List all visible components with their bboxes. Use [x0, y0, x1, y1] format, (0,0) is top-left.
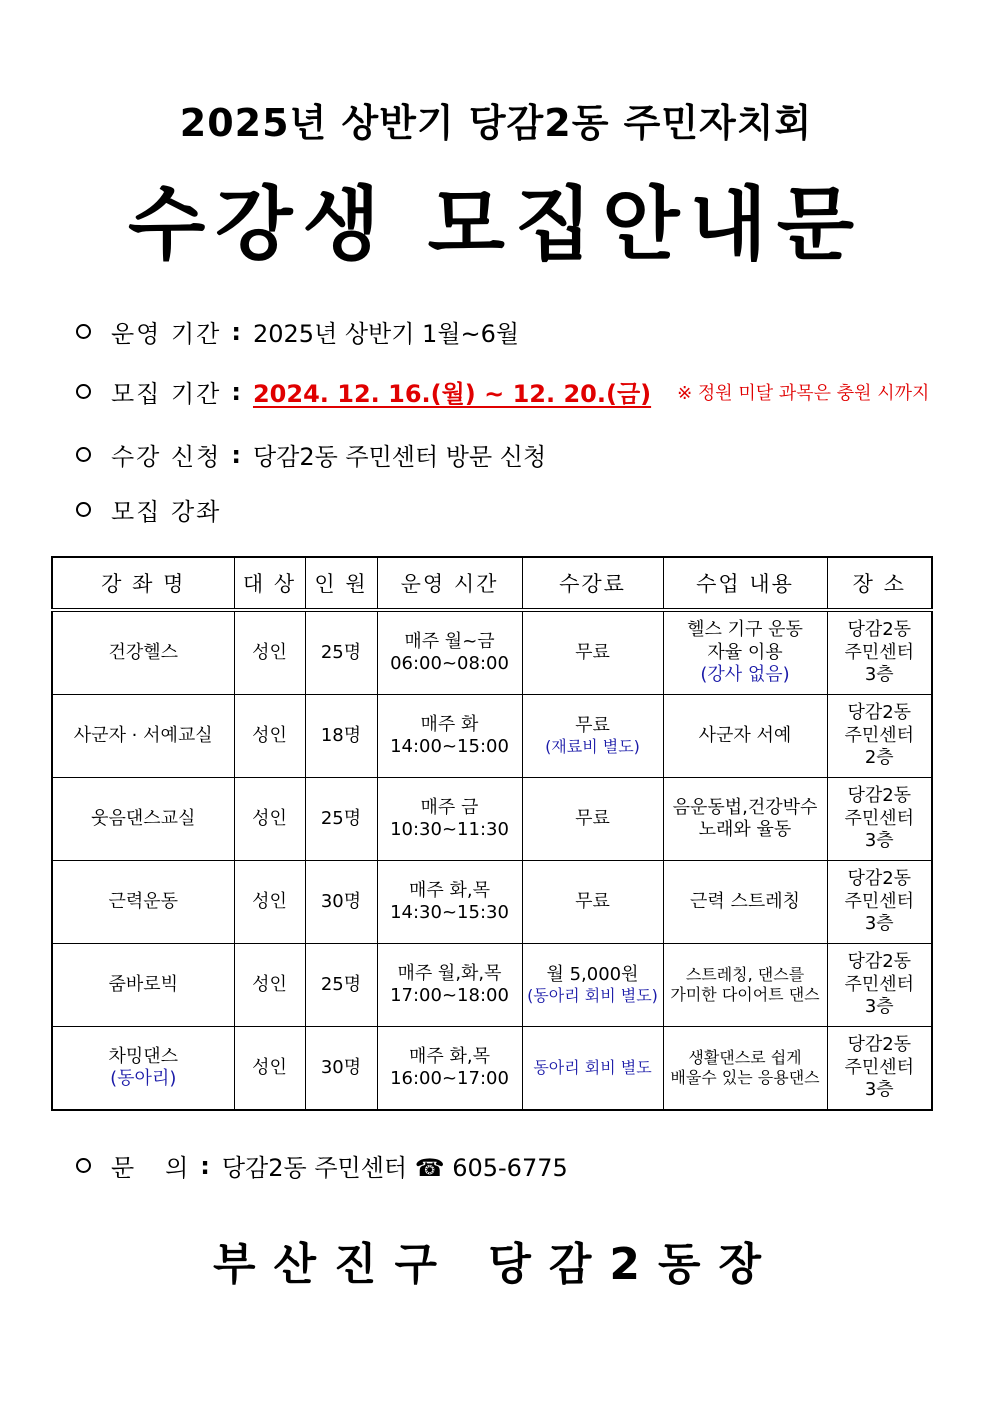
info-label: 모집 기간: [111, 380, 222, 408]
course-name-text: 사군자 · 서예교실: [73, 724, 213, 746]
header-name: 강 좌 명: [52, 557, 234, 610]
course-name-text: 웃음댄스교실: [91, 807, 196, 829]
info-value: 당감2동 주민센터 방문 신청: [252, 443, 547, 471]
header-time: 운영 시간: [377, 557, 522, 610]
contact-info: [76, 1148, 568, 1183]
page-subtitle: 2025년 상반기 당감2동 주민자치회: [179, 101, 813, 145]
place-line: 3층: [864, 830, 894, 852]
content-line: 근력 스트레칭: [689, 890, 801, 912]
content-note: (강사 없음): [700, 664, 790, 686]
place-line: 2층: [864, 747, 894, 769]
circle-bullet-icon: [76, 384, 91, 399]
place-line: 주민센터: [844, 890, 915, 912]
course-count: 25명: [305, 610, 377, 695]
course-count: 25명: [305, 778, 377, 861]
course-name-text: 줌바로빅: [108, 973, 179, 995]
recruit-note: ※ 정원 미달 과목은 충원 시까지: [677, 382, 930, 404]
circle-bullet-icon: [76, 1158, 91, 1173]
fee-main: 무료: [575, 890, 610, 912]
course-target: 성인: [234, 778, 305, 861]
colon: :: [231, 377, 241, 406]
course-content: [663, 695, 827, 778]
page-title: 수강생 모집안내문: [127, 178, 865, 271]
course-content: [663, 944, 827, 1027]
course-table: [51, 556, 933, 1111]
time-days: 매주 화,목: [409, 879, 490, 901]
place-line: 주민센터: [844, 641, 915, 663]
place-line: 당감2동: [847, 1034, 912, 1056]
info-apply: [76, 437, 546, 472]
course-content: [663, 861, 827, 944]
course-content: [663, 610, 827, 695]
place-line: 3층: [864, 664, 894, 686]
fee-main: 무료: [575, 641, 610, 663]
course-name-text: 건강헬스: [108, 641, 179, 663]
time-days: 매주 월,화,목: [397, 962, 502, 984]
time-days: 매주 금: [420, 796, 479, 818]
course-name-sub: (동아리): [110, 1068, 177, 1089]
place-line: 3층: [864, 913, 894, 935]
content-line: 사군자 서예: [698, 724, 792, 746]
place-line: 당감2동: [847, 868, 912, 890]
header-fee: 수강료: [522, 557, 663, 610]
content-line: 스트레칭, 댄스를: [685, 965, 805, 984]
course-time: [377, 778, 522, 861]
course-fee: [522, 1027, 663, 1111]
circle-bullet-icon: [76, 447, 91, 462]
course-count: 18명: [305, 695, 377, 778]
time-days: 매주 화,목: [409, 1045, 490, 1067]
place-line: 3층: [864, 996, 894, 1018]
table-row: [52, 944, 932, 1027]
info-label: 수강 신청: [111, 443, 222, 471]
course-target: 성인: [234, 944, 305, 1027]
course-target: 성인: [234, 610, 305, 695]
course-target: 성인: [234, 861, 305, 944]
info-label: 모집 강좌: [111, 498, 222, 526]
place-line: 당감2동: [847, 951, 912, 973]
course-name-text: 근력운동: [108, 890, 179, 912]
table-row: [52, 610, 932, 695]
fee-note: 동아리 회비 별도: [533, 1058, 652, 1077]
content-line: 헬스 기구 운동: [687, 619, 803, 641]
info-courses: [76, 492, 231, 527]
info-label: 운영 기간: [111, 320, 222, 348]
course-name-text: 차밍댄스: [108, 1045, 179, 1067]
header-count: 인 원: [305, 557, 377, 610]
content-line: 배울수 있는 응용댄스: [670, 1068, 820, 1087]
course-target: 성인: [234, 695, 305, 778]
table-row: [52, 695, 932, 778]
course-time: [377, 610, 522, 695]
info-value: 2025년 상반기 1월~6월: [252, 320, 520, 348]
place-line: 당감2동: [847, 785, 912, 807]
place-line: 주민센터: [844, 1056, 915, 1078]
colon: :: [231, 440, 241, 469]
course-target: 성인: [234, 1027, 305, 1111]
colon: :: [200, 1151, 210, 1180]
course-time: [377, 861, 522, 944]
table-row: [52, 861, 932, 944]
course-fee: [522, 610, 663, 695]
fee-main: 무료: [575, 807, 610, 829]
course-name: [52, 695, 234, 778]
fee-note: (재료비 별도): [545, 737, 640, 757]
course-name: [52, 861, 234, 944]
header-place: 장 소: [827, 557, 932, 610]
content-line: 생활댄스로 쉽게: [688, 1048, 802, 1067]
course-place: [827, 610, 932, 695]
course-count: 25명: [305, 944, 377, 1027]
course-count: 30명: [305, 861, 377, 944]
course-time: [377, 695, 522, 778]
place-line: 주민센터: [844, 724, 915, 746]
circle-bullet-icon: [76, 502, 91, 517]
course-name: [52, 944, 234, 1027]
header-target: 대 상: [234, 557, 305, 610]
content-line: 노래와 율동: [698, 819, 792, 840]
table-row: [52, 778, 932, 861]
content-line: 자율 이용: [707, 641, 783, 663]
colon: :: [231, 317, 241, 346]
recruit-dates: 2024. 12. 16.(월) ~ 12. 20.(금): [252, 380, 652, 408]
course-fee: [522, 695, 663, 778]
fee-main: 무료: [575, 714, 610, 736]
course-place: [827, 1027, 932, 1111]
header-content: 수업 내용: [663, 557, 827, 610]
table-row: [52, 1027, 932, 1111]
content-line: 가미한 다이어트 댄스: [670, 985, 820, 1004]
info-recruit: [76, 374, 929, 409]
contact-label: 문 의: [111, 1154, 191, 1182]
circle-bullet-icon: [76, 324, 91, 339]
course-name: [52, 610, 234, 695]
time-hours: 16:00~17:00: [390, 1068, 509, 1089]
contact-value: 당감2동 주민센터 ☎ 605-6775: [221, 1154, 568, 1182]
time-hours: 14:30~15:30: [390, 902, 509, 923]
course-content: [663, 1027, 827, 1111]
time-hours: 06:00~08:00: [390, 653, 509, 674]
course-time: [377, 944, 522, 1027]
time-days: 매주 화: [420, 713, 479, 735]
time-hours: 14:00~15:00: [390, 736, 509, 757]
course-place: [827, 861, 932, 944]
info-period: [76, 314, 519, 349]
place-line: 3층: [864, 1079, 894, 1101]
issuer-signature: 부산진구 당감2동장: [213, 1239, 779, 1290]
time-hours: 10:30~11:30: [390, 819, 509, 840]
table-header-row: [52, 557, 932, 610]
course-time: [377, 1027, 522, 1111]
course-name: [52, 1027, 234, 1111]
place-line: 주민센터: [844, 973, 915, 995]
fee-main: 월 5,000원: [546, 963, 639, 985]
course-fee: [522, 778, 663, 861]
place-line: 주민센터: [844, 807, 915, 829]
course-place: [827, 944, 932, 1027]
course-place: [827, 695, 932, 778]
course-fee: [522, 944, 663, 1027]
time-hours: 17:00~18:00: [390, 985, 509, 1006]
fee-note: (동아리 회비 별도): [527, 986, 658, 1006]
time-days: 매주 월~금: [404, 630, 495, 652]
place-line: 당감2동: [847, 702, 912, 724]
place-line: 당감2동: [847, 619, 912, 641]
course-name: [52, 778, 234, 861]
course-fee: [522, 861, 663, 944]
course-count: 30명: [305, 1027, 377, 1111]
course-content: [663, 778, 827, 861]
course-place: [827, 778, 932, 861]
content-line: 음운동법,건강박수: [672, 796, 818, 818]
